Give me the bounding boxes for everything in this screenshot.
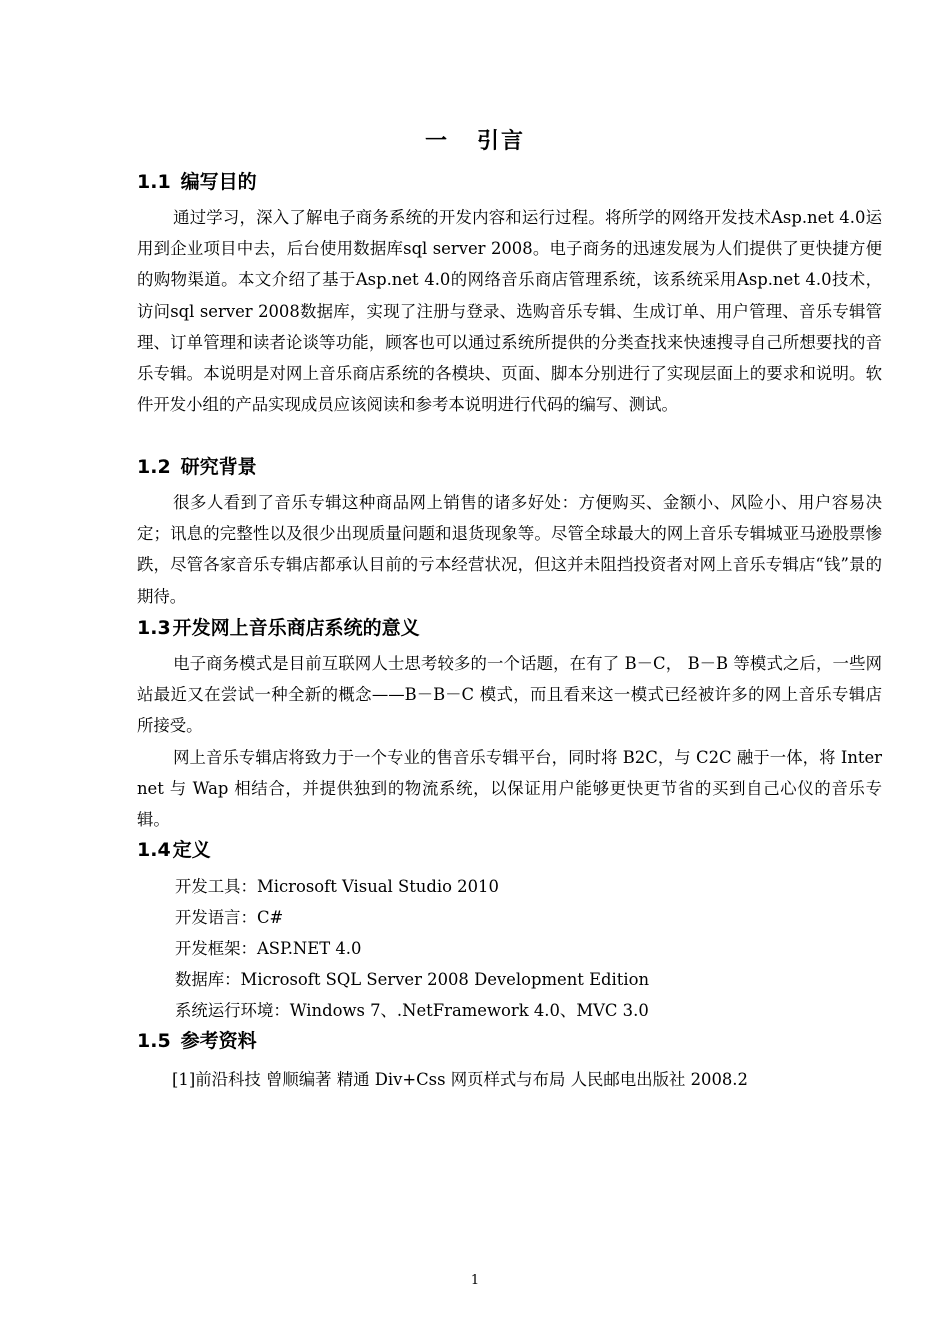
- section-title: 编写目的: [180, 171, 257, 193]
- section-heading-significance: [137, 614, 420, 642]
- definition-database: 数据库：Microsoft SQL Server 2008 Development Edition: [175, 970, 650, 989]
- definition-dev-language: 开发语言：C#: [175, 908, 284, 927]
- section-title: 开发网上音乐商店系统的意义: [172, 617, 420, 639]
- section-title: 参考资料: [180, 1030, 257, 1052]
- section-heading-purpose: [137, 168, 257, 196]
- section-title: 定义: [172, 839, 211, 861]
- section-heading-references: [137, 1027, 257, 1055]
- paragraph-background: 很多人看到了音乐专辑这种商品网上销售的诸多好处：方便购买、金额小、风险小、用户容易决定；讯息的完整性以及很少出现质量问题和退货现象等。尽管全球最大的网上音乐专辑城亚马逊股票惨跌，尽管各家音乐专辑店都承认目前的亏本经营状况，但这并未阻挡投资者对网上音乐专辑店“钱”景的期待。: [137, 493, 882, 606]
- section-heading-definitions: [137, 836, 211, 864]
- section-number: 1.2: [137, 456, 171, 478]
- paragraph-significance-2: 网上音乐专辑店将致力于一个专业的售音乐专辑平台，同时将 B2C，与 C2C 融于一体，将 Internet 与 Wap 相结合，并提供独到的物流系统，以保证用户能够更快更节省的买到自己心仪的音乐专辑。: [137, 748, 882, 830]
- chapter-number: 一: [424, 129, 449, 154]
- paragraph-significance-1: 电子商务模式是目前互联网人士思考较多的一个话题，在有了 B－C， B－B 等模式之后，一些网站最近又在尝试一种全新的概念——B－B－C 模式，而且看来这一模式已经被许多的网上音乐专辑店所接受。: [137, 654, 882, 736]
- definition-dev-framework: 开发框架：ASP.NET 4.0: [175, 939, 362, 958]
- section-number: 1.3: [137, 617, 171, 639]
- definition-runtime-env: 系统运行环境：Windows 7、.NetFramework 4.0、MVC 3.0: [175, 1001, 649, 1020]
- section-number: 1.4: [137, 839, 171, 861]
- chapter-title-text: 引言: [477, 129, 526, 154]
- definition-dev-tool: 开发工具：Microsoft Visual Studio 2010: [175, 877, 499, 896]
- section-number: 1.5: [137, 1030, 171, 1052]
- reference-item: [1]前沿科技 曾顺编著 精通 Div+Css 网页样式与布局 人民邮电出版社 2008.2: [172, 1070, 748, 1089]
- page-number: 1: [470, 1273, 480, 1288]
- section-number: 1.1: [137, 171, 171, 193]
- section-title: 研究背景: [180, 456, 257, 478]
- paragraph-purpose: 通过学习，深入了解电子商务系统的开发内容和运行过程。将所学的网络开发技术Asp.net 4.0运用到企业项目中去，后台使用数据库sql server 2008。电子商务的迅速发展为人们提供了更快捷方便的购物渠道。本文介绍了基于Asp.net 4.0的网络音乐商店管理系统，该系统采用Asp.net 4.0技术，访问sql server 2008数据库，实现了注册与登录、选购音乐专辑、生成订单、用户管理、音乐专辑管理、订单管理和读者论谈等功能，顾客也可以通过系统所提供的分类查找来快速搜寻自己所想要找的音乐专辑。本说明是对网上音乐商店系统的各模块、页面、脚本分别进行了实现层面上的要求和说明。软件开发小组的产品实现成员应该阅读和参考本说明进行代码的编写、测试。: [137, 208, 882, 415]
- section-heading-background: [137, 453, 257, 481]
- chapter-title: [0, 126, 950, 158]
